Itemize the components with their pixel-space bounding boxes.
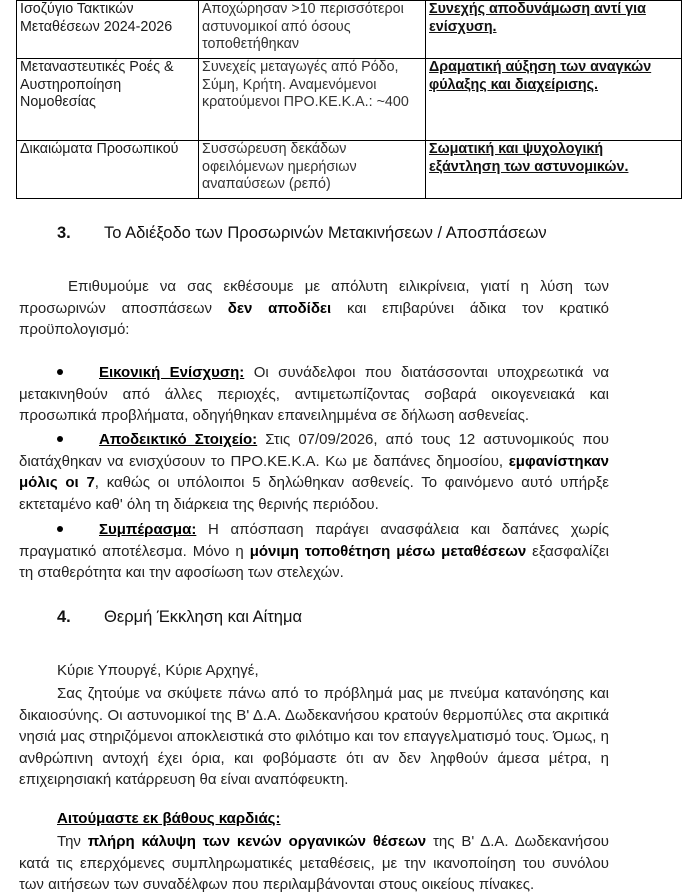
- bullet-text: Οι συνάδελφοι που διατάσσονται υποχρεωτικά να μετακινηθούν από άλλες περιοχές, αντιμετωπίζοντας σοβαρά οικογενειακά και προσωπικά προβλήματα, οδηγήθηκαν επανειλημμένα σε δήλωση ασθενείας.: [19, 364, 610, 424]
- impact-text: Δραματική αύξηση των αναγκών φύλαξης και διαχείρισης.: [429, 59, 652, 93]
- request-paragraph: [19, 831, 609, 896]
- bullet-emphasis: μόνιμη τοποθέτηση μέσω μεταθέσεων: [249, 542, 527, 560]
- table-row: [17, 1, 682, 59]
- section-4-body: Σας ζητούμε να σκύψετε πάνω από το πρόβλημά μας με πνεύμα κατανόησης και δικαιοσύνης. Οι αστυνομικοί της Β' Δ.Α. Δωδεκανήσου κρατούν θερμοπύλες στα ακριτικά νησιά μας στηριζόμενοι αποκλειστικά στο φιλότιμο και τον επαγγελματισμό τους. Όμως, η ανθρώπινη αντοχή έχει όρια, και φοβόμαστε ότι αν δεν ληφθούν άμεσα μέτρα, η επιχειρησιακή κατάρρευση θα είναι αναπόφευκτη.: [19, 685, 609, 788]
- bullet-text-end: εξασφαλίζει τη σταθερότητα και την αφοσίωση των στελεχών.: [19, 542, 609, 581]
- table-row: [17, 141, 682, 199]
- table-cell-detail: Αποχώρησαν >10 περισσότεροι αστυνομικοί από όσους τοποθετήθηκαν: [199, 1, 426, 59]
- section-4-heading: [57, 608, 302, 627]
- table-cell-detail: Συνεχείς μεταγωγές από Ρόδο, Σύμη, Κρήτη. Αναμενόμενοι κρατούμενοι ΠΡΟ.ΚΕ.Κ.Α.: ~400: [199, 59, 426, 141]
- section-number: 4.: [57, 608, 71, 626]
- bullet-lead: Εικονική Ενίσχυση:: [99, 364, 245, 381]
- request-emphasis: πλήρη κάλυψη των κενών οργανικών θέσεων: [87, 833, 427, 850]
- table-cell-label: Ισοζύγιο Τακτικών Μεταθέσεων 2024-2026: [17, 1, 199, 59]
- table-row: [17, 59, 682, 141]
- table-cell-impact: [426, 59, 682, 141]
- table-cell-impact: [426, 141, 682, 199]
- impact-text: Σωματική και ψυχολογική εξάντληση των αστυνομικών.: [429, 141, 629, 175]
- bullet-icon: [57, 436, 63, 442]
- table-cell-impact: [426, 1, 682, 59]
- section-title: Το Αδιέξοδο των Προσωρινών Μετακινήσεων / Αποσπάσεων: [104, 224, 547, 242]
- bullet-item: [19, 519, 609, 584]
- section-3-intro: [19, 276, 609, 341]
- table-cell-label: Μεταναστευτικές Ροές & Αυστηροποίηση Νομοθεσίας: [17, 59, 199, 141]
- section-title: Θερμή Έκκληση και Αίτημα: [104, 608, 302, 626]
- bullet-item: [19, 429, 609, 515]
- impact-text: Συνεχής αποδυνάμωση αντί για ενίσχυση.: [429, 1, 646, 35]
- bullet-text: Η απόσπαση παράγει ανασφάλεια και δαπάνες χωρίς πραγματικό αποτέλεσμα. Μόνο η: [19, 521, 609, 560]
- intro-text: Επιθυμούμε να σας εκθέσουμε με απόλυτη ειλικρίνεια, γιατί η λύση των προσωρινών αποσπάσεων: [19, 278, 609, 317]
- salutation: Κύριε Υπουργέ, Κύριε Αρχηγέ,: [57, 662, 259, 679]
- request-heading: [57, 808, 617, 830]
- bullet-lead: Συμπέρασμα:: [99, 521, 197, 538]
- bullet-text: Στις 07/09/2026, από τους 12 αστυνομικούς που διατάχθηκαν να ενισχύσουν το ΠΡΟ.ΚΕ.Κ.Α. Κω με δαπάνες δημοσίου,: [19, 431, 609, 470]
- bullet-lead: Αποδεικτικό Στοιχείο:: [99, 431, 258, 448]
- bullet-icon: [57, 369, 63, 375]
- section-number: 3.: [57, 224, 71, 242]
- request-heading-text: Αιτούμαστε εκ βάθους καρδιάς:: [57, 810, 281, 827]
- intro-text-end: και επιβαρύνει άδικα τον κρατικό προϋπολογισμό:: [19, 299, 609, 338]
- intro-emphasis: δεν αποδίδει: [227, 299, 332, 317]
- bullet-item: [19, 362, 609, 427]
- table-cell-label: Δικαιώματα Προσωπικού: [17, 141, 199, 199]
- request-text-end: της Β' Δ.Α. Δωδεκανήσου κατά τις επερχόμενες συμπληρωματικές μεταθέσεις, με την ικανοποίηση του συνόλου των αιτήσεων των συναδέλφων που περιλαμβάνονται στους οικείους πίνακες.: [19, 833, 609, 893]
- section-3-heading: [57, 224, 547, 243]
- bullet-emphasis: εμφανίστηκαν μόλις οι 7: [19, 452, 609, 491]
- table-cell-detail: Συσσώρευση δεκάδων οφειλόμενων ημερήσιων αναπαύσεων (ρεπό): [199, 141, 426, 199]
- bullet-icon: [57, 526, 63, 532]
- bullet-text-end: , καθώς οι υπόλοιποι 5 δηλώθηκαν ασθενείς. Το φαινόμενο αυτό υπήρξε εκτεταμένο καθ' όλη τη διάρκεια της θερινής περιόδου.: [19, 474, 609, 513]
- request-text: Την: [57, 833, 88, 850]
- summary-table: [16, 0, 682, 199]
